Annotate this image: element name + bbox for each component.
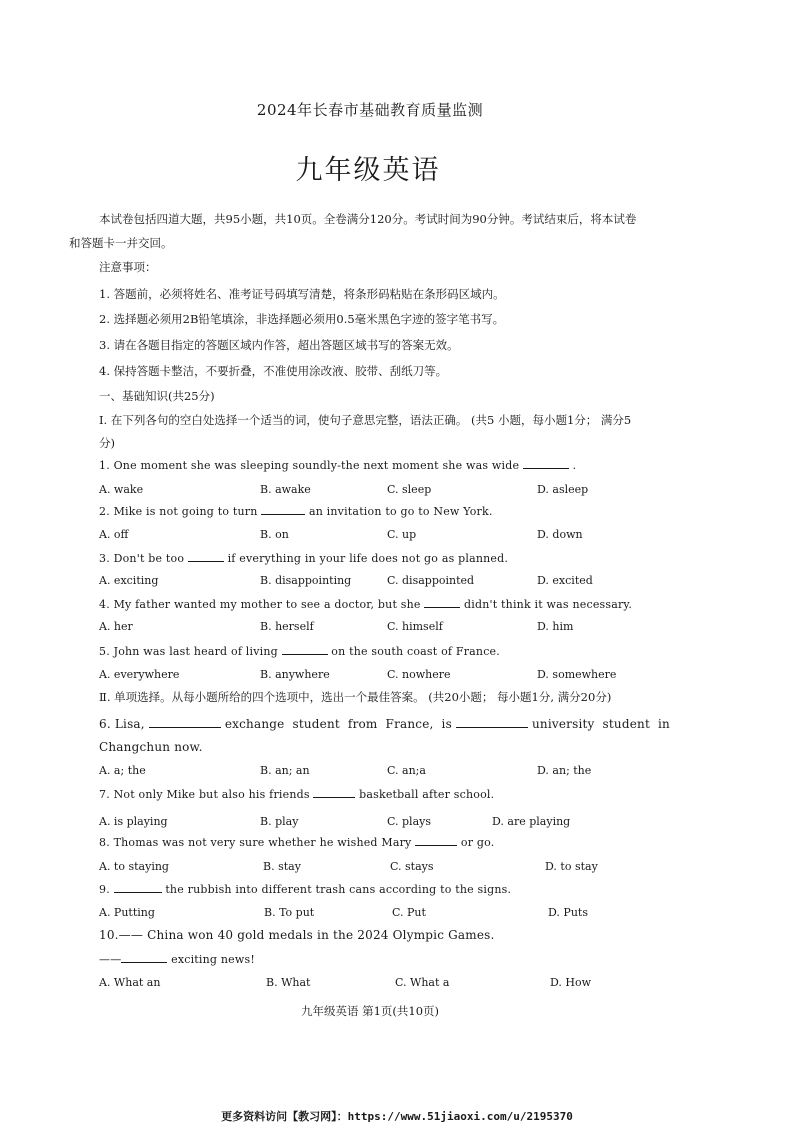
question-3-option-a: A. exciting	[99, 574, 159, 587]
question-6-text-a: 6. Lisa,	[99, 717, 145, 731]
question-9-option-c: C. Put	[392, 906, 426, 919]
question-6-blank-1	[149, 726, 221, 728]
question-8-blank	[415, 844, 457, 846]
question-1	[99, 459, 576, 472]
question-2-blank	[261, 513, 305, 515]
question-7-option-a: A. is playing	[99, 815, 168, 828]
intro-line-2: 和答题卡一并交回。	[69, 236, 173, 250]
question-5	[99, 645, 500, 658]
exam-subtitle: 2024年长春市基础教育质量监测	[256, 101, 484, 119]
question-10-option-c: C. What a	[395, 976, 450, 989]
question-9-text-b: the rubbish into different trash cans according to the signs.	[165, 883, 512, 896]
question-1-text-a: 1. One moment she was sleeping soundly-the next moment she was wide	[99, 459, 520, 472]
question-5-blank	[282, 653, 328, 655]
question-10: 10.—— China won 40 gold medals in the 2024 Olympic Games.	[99, 928, 495, 942]
question-1-option-b: B. awake	[260, 483, 311, 496]
question-5-text-b: on the south coast of France.	[331, 645, 500, 658]
question-10-text-b: exciting news!	[171, 953, 255, 966]
question-8-option-c: C. stays	[390, 860, 434, 873]
question-9-text-a: 9.	[99, 883, 110, 896]
question-2-option-b: B. on	[260, 528, 289, 541]
question-7-option-d: D. are playing	[492, 815, 571, 828]
question-2-option-d: D. down	[537, 528, 583, 541]
question-7-option-b: B. play	[260, 815, 299, 828]
question-4-text-a: 4. My father wanted my mother to see a doctor, but she	[99, 598, 421, 611]
question-8-option-d: D. to stay	[545, 860, 598, 873]
question-8-text-a: 8. Thomas was not very sure whether he wished Mary	[99, 836, 412, 849]
question-9-option-b: B. To put	[264, 906, 315, 919]
question-1-option-c: C. sleep	[387, 483, 432, 496]
question-7-option-c: C. plays	[387, 815, 431, 828]
note-item-1: 1. 答题前，必须将姓名、准考证号码填写清楚，将条形码粘贴在条形码区域内。	[99, 287, 505, 301]
question-6-text-b: exchange student from France, is	[224, 717, 452, 731]
question-5-text-a: 5. John was last heard of living	[99, 645, 278, 658]
question-2-text-b: an invitation to go to New York.	[308, 505, 493, 518]
question-10-option-d: D. How	[550, 976, 592, 989]
question-10-option-a: A. What an	[99, 976, 161, 989]
question-4-option-d: D. him	[537, 620, 574, 633]
question-6	[99, 717, 670, 731]
question-9	[99, 883, 511, 896]
question-3-blank	[188, 560, 224, 562]
question-1-blank	[523, 467, 569, 469]
question-2-text-a: 2. Mike is not going to turn	[99, 505, 258, 518]
notes-heading: 注意事项：	[99, 260, 157, 274]
question-6-text-c: university student in	[531, 717, 670, 731]
question-7-text-b: basketball after school.	[359, 788, 495, 801]
watermark-link[interactable]: 更多资料访问【教习网】：https://www.51jiaoxi.com/u/2195370	[221, 1110, 573, 1123]
question-5-option-d: D. somewhere	[537, 668, 617, 681]
question-4-blank	[424, 606, 460, 608]
question-3-option-d: D. excited	[537, 574, 593, 587]
intro-line-1: 本试卷包括四道大题，共95小题，共10页。全卷满分120分。考试时间为90分钟。考试结束后，将本试卷	[99, 212, 637, 226]
question-6-blank-2	[456, 726, 528, 728]
question-4-option-a: A. her	[99, 620, 133, 633]
question-4-option-b: B. herself	[260, 620, 314, 633]
question-3	[99, 552, 508, 565]
section-2-heading: Ⅱ. 单项选择。从每小题所给的四个选项中，选出一个最佳答案。 (共20小题； 每小题1分, 满分20分)	[99, 690, 612, 704]
note-item-3: 3. 请在各题目指定的答题区域内作答，超出答题区域书写的答案无效。	[99, 338, 459, 352]
question-1-option-d: D. asleep	[537, 483, 589, 496]
note-item-4: 4. 保持答题卡整洁，不要折叠，不准使用涂改液、胶带、刮纸刀等。	[99, 364, 448, 378]
question-3-text-a: 3. Don't be too	[99, 552, 185, 565]
question-8-option-a: A. to staying	[99, 860, 169, 873]
question-7-text-a: 7. Not only Mike but also his friends	[99, 788, 310, 801]
section-1-instruction-line-2: 分)	[99, 436, 115, 450]
question-7-blank	[313, 796, 355, 798]
question-2-option-a: A. off	[99, 528, 129, 541]
question-10-dash: ——	[99, 953, 122, 966]
question-10-blank	[121, 961, 167, 963]
question-1-text-b: .	[572, 459, 577, 472]
exam-title: 九年级英语	[295, 155, 441, 186]
question-5-option-c: C. nowhere	[387, 668, 451, 681]
note-item-2: 2. 选择题必须用2B铅笔填涂，非选择题必须用0.5毫米黑色字迹的签字笔书写。	[99, 312, 505, 326]
question-10-reply	[99, 953, 255, 966]
page-footer: 九年级英语 第1页(共10页)	[300, 1004, 440, 1018]
question-1-option-a: A. wake	[99, 483, 144, 496]
question-4	[99, 598, 632, 611]
question-8	[99, 836, 494, 849]
question-9-blank	[114, 891, 162, 893]
question-9-option-d: D. Puts	[548, 906, 588, 919]
question-6-option-b: B. an; an	[260, 764, 310, 777]
question-3-option-c: C. disappointed	[387, 574, 475, 587]
question-6-line-2: Changchun now.	[99, 740, 203, 754]
question-6-option-a: A. a; the	[99, 764, 146, 777]
section-1-heading: 一、基础知识(共25分)	[99, 389, 215, 403]
question-10-option-b: B. What	[266, 976, 311, 989]
question-4-text-b: didn't think it was necessary.	[464, 598, 633, 611]
question-4-option-c: C. himself	[387, 620, 443, 633]
question-8-text-b: or go.	[460, 836, 495, 849]
question-9-option-a: A. Putting	[99, 906, 155, 919]
question-2-option-c: C. up	[387, 528, 417, 541]
question-2	[99, 505, 493, 518]
question-3-text-b: if everything in your life does not go as planned.	[227, 552, 509, 565]
question-6-option-c: C. an;a	[387, 764, 426, 777]
question-8-option-b: B. stay	[263, 860, 301, 873]
question-5-option-a: A. everywhere	[99, 668, 180, 681]
question-6-option-d: D. an; the	[537, 764, 592, 777]
section-1-instruction-line-1: I. 在下列各句的空白处选择一个适当的词，使句子意思完整，语法正确。 (共5 小题，每小题1分； 满分5	[99, 413, 632, 427]
question-7	[99, 788, 494, 801]
question-5-option-b: B. anywhere	[260, 668, 330, 681]
question-3-option-b: B. disappointing	[260, 574, 352, 587]
